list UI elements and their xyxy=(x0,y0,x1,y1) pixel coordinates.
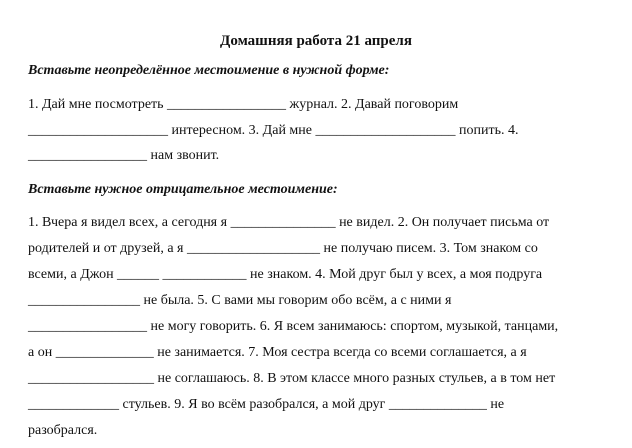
section2-line-8: _____________ стульев. 9. Я во всём разобрался, а мой друг ______________ не xyxy=(28,397,505,412)
section1-line-2: ____________________ интересном. 3. Дай мне ____________________ попить. 4. xyxy=(28,123,519,138)
section2-line-1: 1. Вчера я видел всех, а сегодня я _______________ не видел. 2. Он получает письма от xyxy=(28,215,550,230)
section2-line-4: ________________ не была. 5. С вами мы говорим обо всём, а с ними я xyxy=(28,293,452,308)
section1-line-1: 1. Дай мне посмотреть _________________ журнал. 2. Давай поговорим xyxy=(28,97,459,112)
section1-line-3: _________________ нам звонит. xyxy=(28,148,220,163)
section2-line-6: а он ______________ не занимается. 7. Моя сестра всегда со всеми соглашается, а я xyxy=(28,345,527,360)
section2-heading: Вставьте нужное отрицательное местоимение: xyxy=(28,182,338,197)
section1-heading: Вставьте неопределённое местоимение в нужной форме: xyxy=(28,63,390,78)
section2-line-2: родителей и от друзей, а я ___________________ не получаю писем. 3. Том знаком со xyxy=(28,241,538,256)
page-title: Домашняя работа 21 апреля xyxy=(220,33,412,49)
section2-line-5: _________________ не могу говорить. 6. Я всем занимаюсь: спортом, музыкой, танцами, xyxy=(28,319,559,334)
section2-line-3: всеми, а Джон ______ ____________ не знаком. 4. Мой друг был у всех, а моя подруга xyxy=(28,267,543,282)
section2-line-7: __________________ не соглашаюсь. 8. В этом классе много разных стульев, а в том нет xyxy=(28,371,556,386)
section2-line-9: разобрался. xyxy=(28,423,98,438)
